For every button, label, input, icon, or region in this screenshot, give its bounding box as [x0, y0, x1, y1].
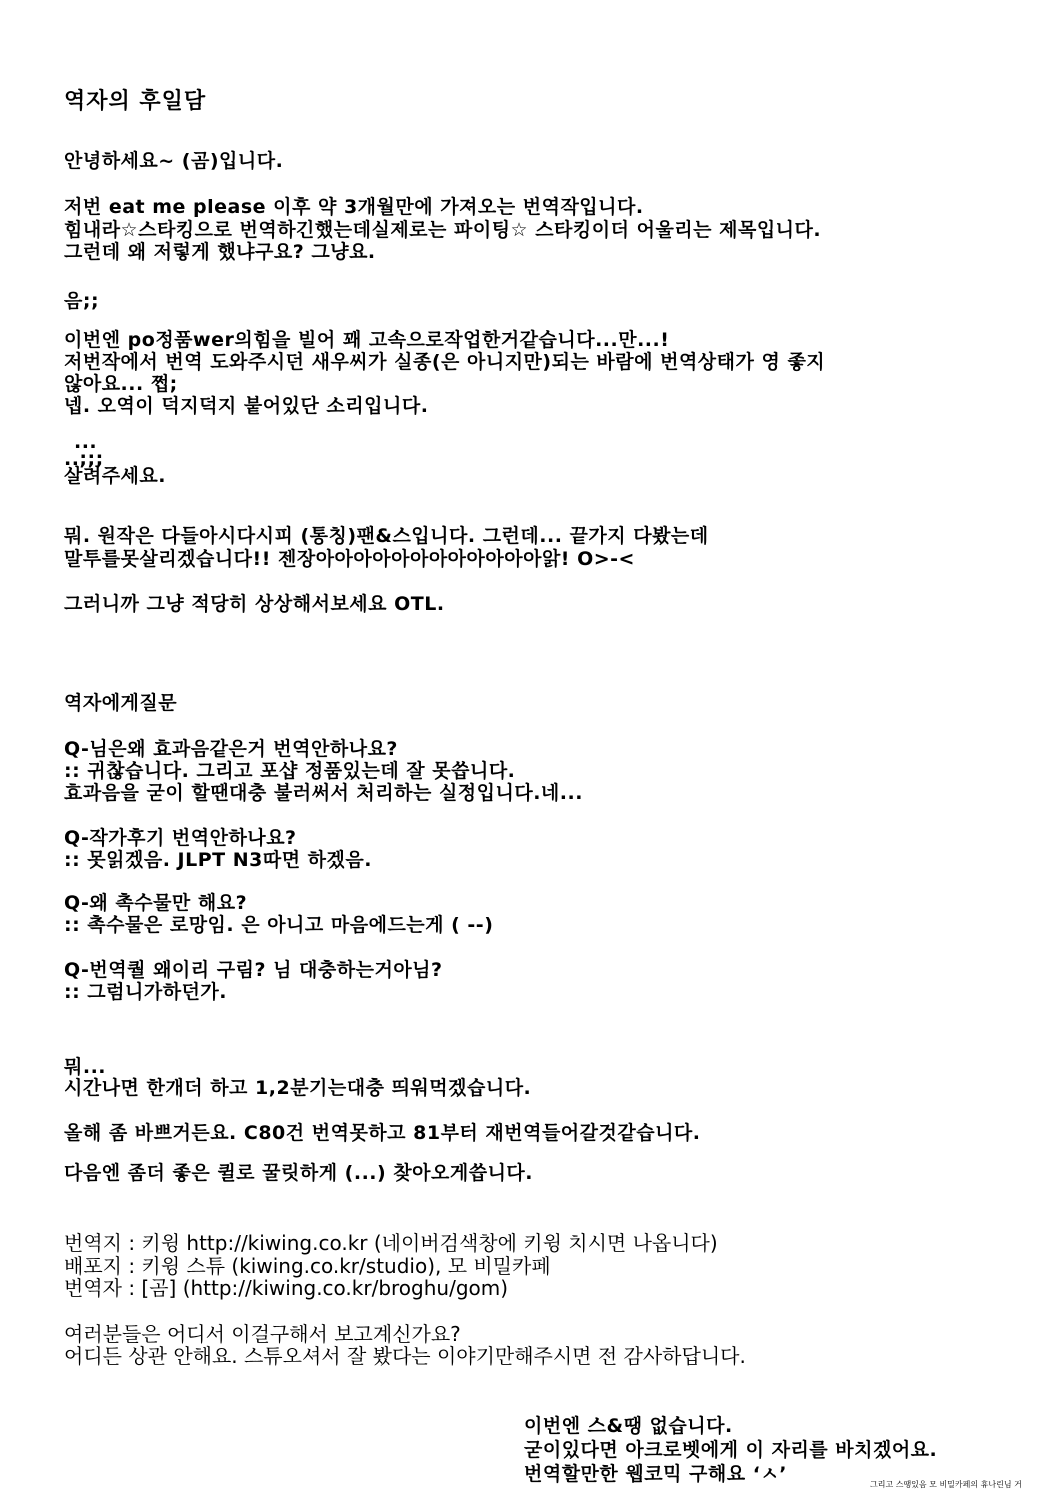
intro-line-2: 힘내라☆스타킹으로 번역하긴했는데실제로는 파이팅☆ 스타킹이더 어울리는 제목입니다.: [64, 219, 822, 241]
work-line-4: 넵. 오역이 덕지덕지 붙어있단 소리입니다.: [64, 395, 429, 417]
hmm-line: 음;;: [64, 290, 100, 312]
greeting-line: 안녕하세요~ (곰)입니다.: [64, 150, 284, 172]
qa-answer-2: :: 못읽겠음. JLPT N3따면 하겠음.: [64, 849, 372, 871]
credit-source: 번역지 : 키윙 http://kiwing.co.kr (네이버검색창에 키윙 치시면 나옵니다): [64, 1231, 718, 1255]
reader-question-1: 여러분들은 어디서 이걸구해서 보고계신가요?: [64, 1322, 461, 1346]
credit-distribution: 배포지 : 키윙 스튜 (kiwing.co.kr/studio), 모 비밀카페: [64, 1254, 551, 1278]
closing-next: 다음엔 좀더 좋은 퀼로 꿀릿하게 (...) 찾아오게씁니다.: [64, 1162, 534, 1184]
work-line-3: 않아요... 쩝;: [64, 373, 178, 395]
footer-line-3: 번역할만한 웹코믹 구해요 ‘ㅅ’: [524, 1463, 788, 1485]
footer-small-note: 그리고 스땡있음 모 비밀카페의 휴나린님 거: [870, 1480, 1022, 1489]
footer-line-2: 굳이있다면 아크로벳에게 이 자리를 바치겠어요.: [524, 1439, 938, 1461]
intro-line-3: 그런데 왜 저렇게 했냐구요? 그냥요.: [64, 241, 376, 263]
footer-line-1: 이번엔 스&땡 없습니다.: [524, 1415, 733, 1437]
dots-line-1: ...: [74, 431, 98, 453]
qa-heading: 역자에게질문: [64, 692, 178, 714]
closing-plan: 시간나면 한개더 하고 1,2분기는대충 띄워먹겠습니다.: [64, 1077, 532, 1099]
intro-line-1: 저번 eat me please 이후 약 3개월만에 가져오는 번역작입니다.: [64, 196, 644, 218]
dots-line-2: ..;;;: [64, 448, 104, 470]
work-line-1: 이번엔 po정품wer의힘을 빌어 꽤 고속으로작업한거같습니다...만...!: [64, 329, 670, 351]
work-line-2: 저번작에서 번역 도와주시던 새우씨가 실종(은 아니지만)되는 바람에 번역상태가 영 좋지: [64, 351, 826, 373]
qa-question-2: Q-작가후기 번역안하나요?: [64, 827, 297, 849]
save-me-line: 살려주세요.: [64, 465, 166, 487]
original-line-2: 말투를못살리겠습니다!! 젠장아아아아아아아아아아아아앍! O>-<: [64, 548, 635, 570]
original-line-1: 뭐. 원작은 다들아시다시피 (통칭)팬&스입니다. 그런데... 끝가지 다봤는데: [64, 525, 709, 547]
imagine-line: 그러니까 그냥 적당히 상상해서보세요 OTL.: [64, 593, 445, 615]
qa-answer-1a: :: 귀찮습니다. 그리고 포샵 정품있는데 잘 못씁니다.: [64, 760, 516, 782]
closing-well: 뭐...: [64, 1056, 107, 1078]
qa-answer-3: :: 촉수물은 로망임. 은 아니고 마음에드는게 ( --): [64, 914, 494, 936]
qa-answer-1b: 효과음을 굳이 할땐대충 불러써서 처리하는 실정입니다.네...: [64, 782, 583, 804]
credit-translator: 번역자 : [곰] (http://kiwing.co.kr/broghu/gom): [64, 1276, 509, 1300]
qa-question-3: Q-왜 촉수물만 해요?: [64, 892, 248, 914]
page-title: 역자의 후일담: [64, 89, 207, 114]
qa-question-4: Q-번역퀄 왜이리 구림? 님 대충하는거아님?: [64, 959, 443, 981]
qa-question-1: Q-님은왜 효과음같은거 번역안하나요?: [64, 738, 398, 760]
closing-busy: 올해 좀 바쁘거든요. C80건 번역못하고 81부터 재번역들어갈것같습니다.: [64, 1122, 701, 1144]
reader-question-2: 어디든 상관 안해요. 스튜오셔서 잘 봤다는 이야기만해주시면 전 감사하답니다.: [64, 1344, 746, 1368]
qa-answer-4: :: 그럼니가하던가.: [64, 981, 228, 1003]
